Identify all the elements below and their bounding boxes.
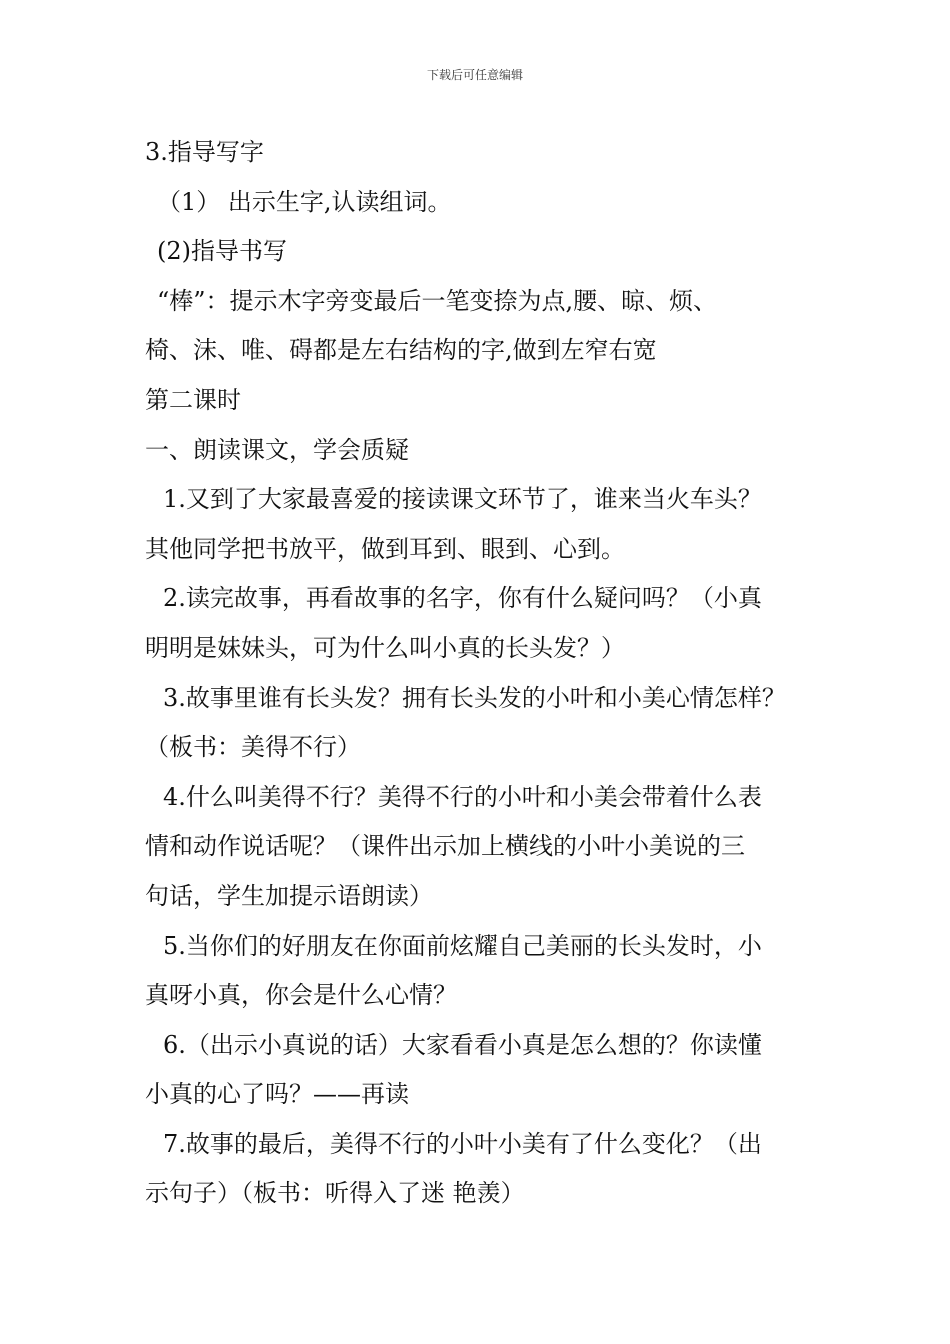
paragraph-line: 其他同学把书放平，做到耳到、眼到、心到。 — [145, 534, 625, 563]
paragraph-line: 5.当你们的好朋友在你面前炫耀自己美丽的长头发时，小 — [163, 931, 762, 960]
section-heading-write-characters: 3.指导写字 — [145, 138, 264, 166]
paragraph-line: 6.（出示小真说的话）大家看看小真是怎么想的？你读懂 — [163, 1030, 762, 1059]
paragraph-line: 4.什么叫美得不行？美得不行的小叶和小美会带着什么表 — [163, 782, 762, 811]
paragraph-line: 2.读完故事，再看故事的名字，你有什么疑问吗？（小真 — [163, 584, 762, 613]
paragraph-line: 7.故事的最后，美得不行的小叶小美有了什么变化？（出 — [163, 1129, 762, 1158]
paragraph-line: 3.故事里谁有长头发？拥有长头发的小叶和小美心情怎样？ — [163, 683, 786, 712]
paragraph-line: 示句子）（板书：听得入了迷 艳羡） — [145, 1179, 525, 1208]
page-header: 下载后可任意编辑 — [426, 68, 523, 82]
document-body — [145, 128, 815, 1219]
paragraph-line: “棒”：提示木字旁变最后一笔变捺为点,腰、晾、烦、 — [157, 286, 718, 315]
section-heading-reading: 一、朗读课文，学会质疑 — [145, 435, 409, 464]
lesson-heading: 第二课时 — [145, 385, 241, 414]
paragraph-line: （板书：美得不行） — [145, 733, 361, 762]
paragraph-line: 椅、沫、唯、碍都是左右结构的字,做到左窄右宽 — [145, 336, 657, 365]
paragraph-line: 句话，学生加提示语朗读） — [145, 881, 433, 910]
paragraph-line: 小真的心了吗？——再读 — [145, 1080, 409, 1109]
paragraph-line: (2)指导书写 — [157, 237, 287, 266]
paragraph-line: 真呀小真，你会是什么心情？ — [145, 981, 457, 1010]
paragraph-line: （1） 出示生字,认读组词。 — [157, 187, 452, 216]
paragraph-line: 情和动作说话呢？（课件出示加上横线的小叶小美说的三 — [145, 832, 745, 861]
paragraph-line: 明明是妹妹头，可为什么叫小真的长头发？） — [145, 633, 625, 662]
paragraph-line: 1.又到了大家最喜爱的接读课文环节了，谁来当火车头？ — [163, 485, 762, 514]
